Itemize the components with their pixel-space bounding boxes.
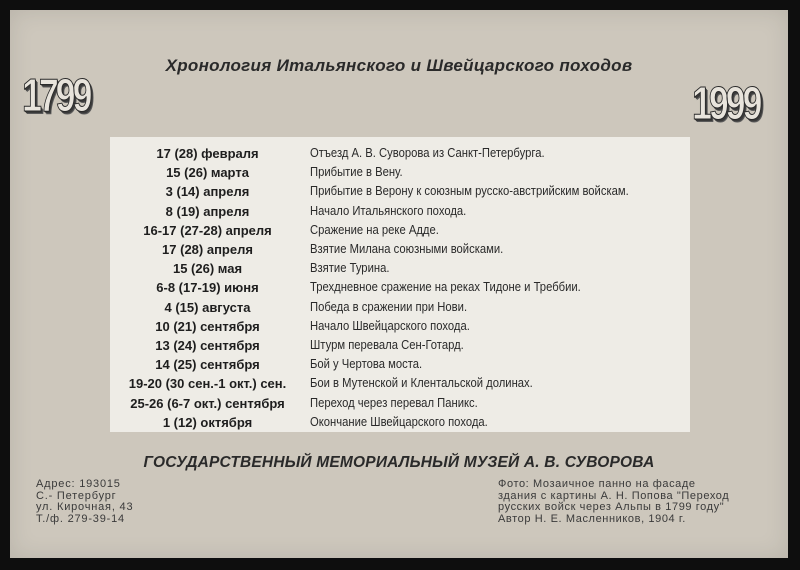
chronology-event: Начало Швейцарского похода. xyxy=(310,318,470,333)
table-row xyxy=(110,240,690,259)
chronology-event: Победа в сражении при Нови. xyxy=(310,299,468,314)
address-line: ул. Кирочная, 43 xyxy=(36,501,134,513)
table-row xyxy=(110,182,690,201)
chronology-table xyxy=(110,137,690,432)
chronology-date: 13 (24) сентября xyxy=(155,338,260,353)
table-row xyxy=(110,374,690,393)
chronology-event: Сражение на реке Адде. xyxy=(310,222,439,237)
chronology-date: 16-17 (27-28) апреля xyxy=(143,222,272,238)
table-row xyxy=(110,413,690,432)
photo-credit-block xyxy=(498,479,729,525)
photo-credit-line: Фото: Мозаичное панно на фасаде xyxy=(498,478,696,490)
table-row xyxy=(110,202,690,221)
chronology-date: 15 (26) марта xyxy=(166,165,249,181)
table-row xyxy=(110,298,690,317)
page-title: Хронология Итальянского и Швейцарского походов xyxy=(165,56,633,75)
chronology-date: 6-8 (17-19) июня xyxy=(156,280,259,296)
table-row xyxy=(110,259,690,278)
address-line: Адрес: 193015 xyxy=(36,478,121,490)
chronology-event: Отъезд А. В. Суворова из Санкт-Петербурга. xyxy=(310,146,545,160)
chronology-event: Переход через перевал Паникс. xyxy=(310,395,478,410)
chronology-event: Штурм перевала Сен-Готард. xyxy=(310,338,464,352)
table-row xyxy=(110,336,690,355)
postcard xyxy=(10,10,788,558)
chronology-event: Начало Итальянского похода. xyxy=(310,203,467,218)
address-line: С.- Петербург xyxy=(36,489,117,502)
table-row xyxy=(110,144,690,163)
chronology-event: Прибытие в Вену. xyxy=(310,165,403,180)
chronology-date: 3 (14) апреля xyxy=(165,184,250,200)
chronology-event: Окончание Швейцарского похода. xyxy=(310,414,488,429)
table-row xyxy=(110,221,690,240)
chronology-date: 1 (12) октября xyxy=(162,414,253,430)
chronology-event: Бой у Чертова моста. xyxy=(310,357,423,372)
chronology-date: 14 (25) сентября xyxy=(155,357,260,373)
chronology-event: Трехдневное сражение на реках Тидоне и Треббии. xyxy=(310,280,581,295)
chronology-event: Прибытие в Верону к союзным русско-австрийским войскам. xyxy=(310,184,629,199)
chronology-date: 25-26 (6-7 окт.) сентября xyxy=(130,395,285,411)
address-line: Т./ф. 279-39-14 xyxy=(36,512,125,525)
chronology-date: 19-20 (30 сен.-1 окт.) сен. xyxy=(128,376,287,392)
chronology-date: 4 (15) августа xyxy=(164,299,251,315)
table-row xyxy=(110,317,690,336)
chronology-date: 15 (26) мая xyxy=(172,261,243,277)
photo-credit-line: здания с картины А. Н. Попова "Переход xyxy=(498,489,730,502)
table-row xyxy=(110,278,690,297)
chronology-date: 8 (19) апреля xyxy=(165,203,250,219)
table-row xyxy=(110,355,690,374)
museum-name: ГОСУДАРСТВЕННЫЙ МЕМОРИАЛЬНЫЙ МУЗЕЙ А. В. СУВОРОВА xyxy=(143,454,655,471)
table-row xyxy=(110,394,690,413)
address-block xyxy=(36,479,133,525)
table-row xyxy=(110,163,690,182)
year-1799-emblem: 1799 xyxy=(22,69,90,121)
photo-credit-line: Автор Н. Е. Масленников, 1904 г. xyxy=(498,512,686,525)
chronology-date: 17 (28) февраля xyxy=(156,146,259,161)
chronology-event: Взятие Турина. xyxy=(310,261,390,276)
photo-credit-line: русских войск через Альпы в 1799 году" xyxy=(498,501,725,513)
chronology-event: Взятие Милана союзными войсками. xyxy=(310,242,504,256)
chronology-event: Бои в Мутенской и Клентальской долинах. xyxy=(310,376,533,391)
year-1999-emblem: 1999 xyxy=(692,77,760,129)
chronology-date: 17 (28) апреля xyxy=(162,242,253,257)
chronology-date: 10 (21) сентября xyxy=(155,318,260,334)
